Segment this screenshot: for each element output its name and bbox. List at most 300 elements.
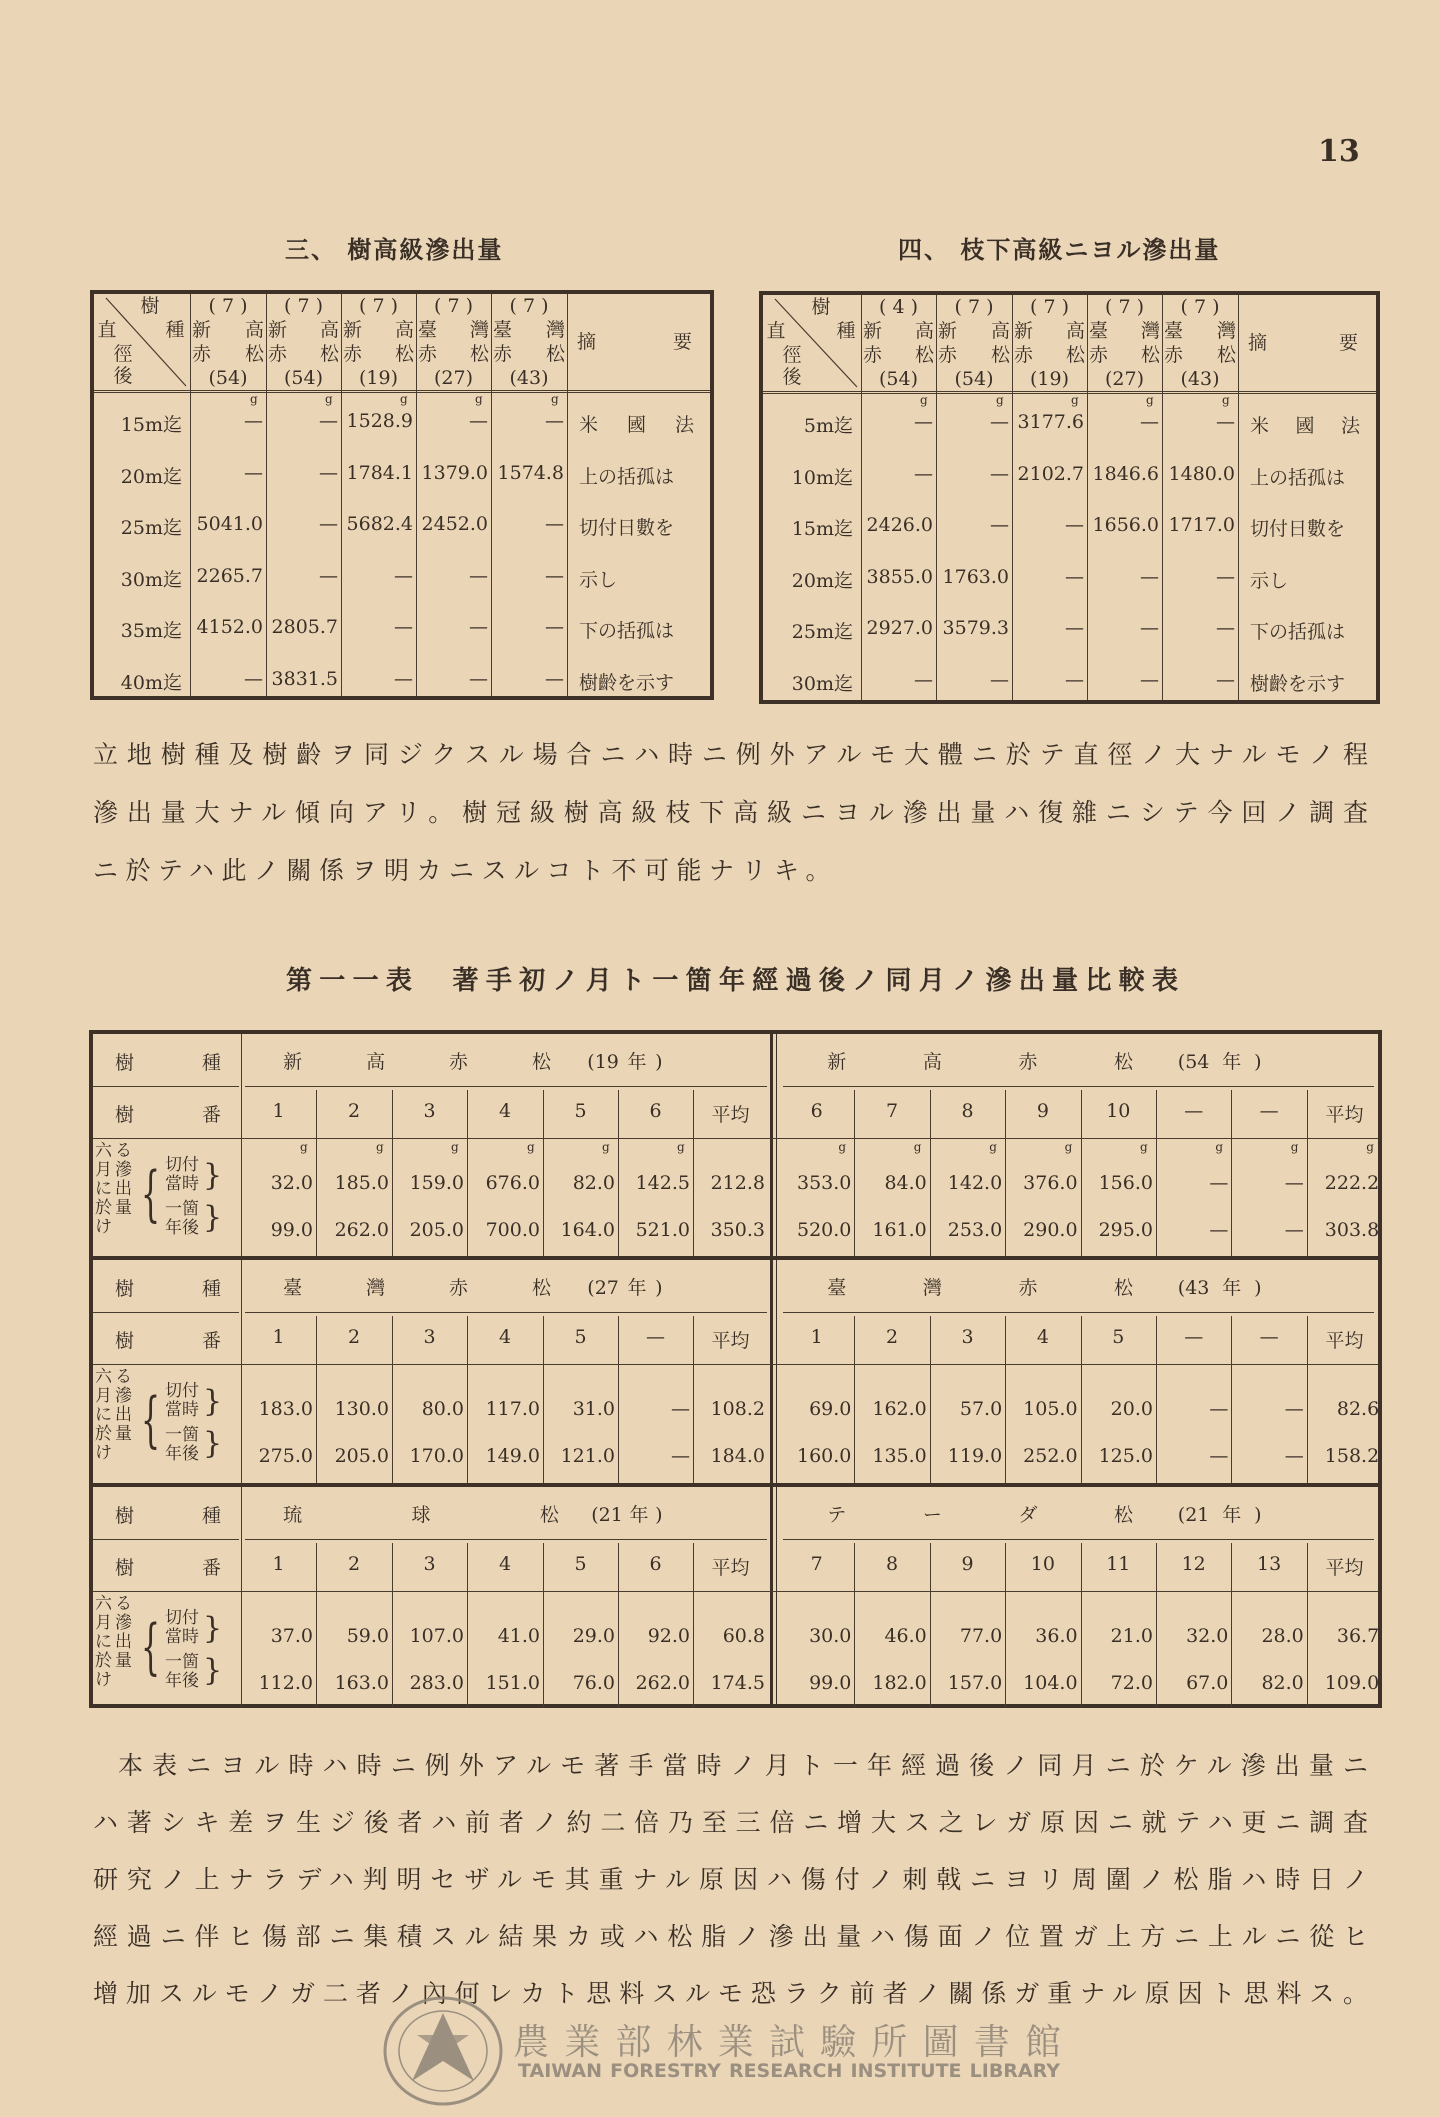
value-before: 37.0 (270, 1625, 313, 1647)
table-cell: 2805.7 (271, 616, 338, 638)
half-divider (770, 1487, 773, 1708)
column-header-days: ( 7 ) (359, 295, 398, 317)
value-before: 353.0 (796, 1172, 852, 1194)
library-name-zh: 農業部林業試驗所圖書館 (513, 2022, 1061, 2063)
table-cell: — (545, 564, 564, 587)
value-after: 184.0 (710, 1445, 765, 1467)
table-cell: 1717.0 (1168, 514, 1235, 536)
tree-number: 1 (272, 1326, 285, 1348)
paragraph-line: 經過ニ伴ヒ傷部ニ集積スル結果カ或ハ松脂ノ滲出量ハ傷面ノ位置ガ上方ニ上ルニ從ヒ (93, 1922, 1368, 1951)
table-cell: 2102.7 (1017, 462, 1084, 485)
value-after: 205.0 (334, 1445, 389, 1467)
tree-number: 1 (810, 1326, 823, 1348)
value-before: 28.0 (1261, 1625, 1304, 1647)
value-before: 60.8 (722, 1625, 765, 1647)
value-before: 32.0 (270, 1172, 313, 1194)
remark-text: 下の括孤は (1250, 621, 1346, 643)
unit-mark: g (325, 392, 333, 406)
tree-number: 2 (347, 1100, 361, 1122)
column-header-age: (27) (433, 367, 473, 389)
table-cell: — (469, 410, 488, 432)
value-before: — (671, 1398, 690, 1420)
column-header-days: ( 7 ) (1180, 296, 1220, 318)
brace-icon: { (141, 1612, 161, 1682)
side-label-2: る滲出量 (115, 1594, 132, 1671)
value-before: 31.0 (572, 1398, 615, 1420)
row-label-before: 切付 當時 (165, 1381, 199, 1420)
tree-number: 3 (423, 1100, 436, 1122)
value-after: 295.0 (1098, 1219, 1153, 1241)
tree-number: 2 (347, 1553, 361, 1575)
column-header-name-1: 新 高 (938, 320, 1010, 342)
column-header-age: (54) (208, 367, 248, 389)
tree-number: 11 (1106, 1553, 1131, 1575)
tree-number: 9 (1036, 1100, 1049, 1122)
value-before: 142.0 (947, 1172, 1003, 1194)
unit-mark: g (1071, 393, 1079, 407)
remarks-header: 摘 要 (1248, 332, 1358, 354)
tree-number: 10 (1030, 1553, 1055, 1575)
row-line (245, 1539, 767, 1540)
value-after: — (671, 1445, 690, 1467)
tree-number: 5 (574, 1553, 587, 1575)
value-before: 20.0 (1110, 1398, 1153, 1420)
table-cell: — (469, 616, 488, 638)
value-after: 170.0 (409, 1445, 464, 1467)
table-cell: — (545, 616, 564, 638)
column-header (491, 294, 567, 390)
corner-tree-label: 樹 (140, 295, 160, 317)
value-after: 121.0 (560, 1445, 615, 1467)
tree-number: 6 (810, 1100, 823, 1122)
value-before: 32.0 (1186, 1625, 1229, 1647)
table-cell: 2452.0 (421, 513, 488, 535)
column-header (1012, 295, 1087, 391)
row-label: 35m迄 (120, 620, 182, 642)
column-header-days: ( 7 ) (1030, 296, 1069, 318)
seal-emblem-icon (382, 1995, 504, 2107)
side-label-2: る滲出量 (115, 1367, 132, 1444)
row-line (93, 1086, 239, 1087)
column-header-days: ( 7 ) (434, 295, 473, 317)
value-before: 185.0 (334, 1172, 389, 1194)
tree-number: 3 (423, 1326, 436, 1348)
value-before: 159.0 (409, 1172, 464, 1194)
value-before: — (1209, 1172, 1229, 1194)
table-cell: — (990, 514, 1009, 536)
value-after: 119.0 (947, 1445, 1003, 1467)
unit-mark: g (913, 1140, 922, 1154)
unit-mark: g (376, 1140, 384, 1154)
value-after: 262.0 (635, 1672, 690, 1694)
value-after: 160.0 (796, 1445, 852, 1467)
table-cell: — (319, 410, 338, 432)
value-before: 212.8 (710, 1172, 765, 1194)
table-cell: — (244, 461, 263, 484)
table-cell: 1763.0 (942, 565, 1009, 588)
half-divider (770, 1260, 773, 1487)
column-header (936, 295, 1012, 391)
paragraph-line: ニ於テハ此ノ關係ヲ明カニスルコト不可能ナリキ。 (93, 856, 839, 885)
half-divider (776, 1260, 777, 1487)
value-after: 700.0 (485, 1219, 540, 1241)
row-line (93, 1364, 1378, 1365)
tree-number: 1 (272, 1553, 285, 1575)
column-header-name-2: 赤 松 (192, 343, 264, 365)
table-cell: — (1140, 617, 1159, 639)
value-before: 80.0 (421, 1398, 464, 1420)
tree-number: 4 (498, 1100, 512, 1122)
species-name: 新 高 赤 松 (19年) (283, 1051, 663, 1073)
row-line (93, 1539, 239, 1540)
remark-text: 樹齡を示す (1250, 672, 1346, 695)
value-after: 253.0 (947, 1219, 1003, 1241)
corner-diameter-2: 徑 (113, 343, 133, 365)
column-header-name-2: 赤 松 (863, 344, 934, 366)
unit-mark: g (1215, 1140, 1224, 1154)
half-divider (770, 1034, 773, 1256)
paragraph-line: ハ著シキ差ヲ生ジ後者ハ前者ノ約二倍乃至三倍ニ增大ス之レガ原因ニ就テハ更ニ調査 (93, 1808, 1368, 1837)
value-before: 59.0 (346, 1625, 389, 1647)
table-cell: 4152.0 (196, 616, 263, 638)
table-cell: 3855.0 (866, 565, 933, 588)
tree-number: 4 (1036, 1326, 1049, 1348)
row-label: 40m迄 (120, 671, 182, 694)
column-header-age: (54) (954, 368, 994, 390)
species-label: 樹 種 (115, 1505, 221, 1527)
species-label: 樹 種 (115, 1052, 221, 1074)
remark-text: 示し (579, 568, 618, 591)
row-line (93, 1138, 1378, 1139)
value-before: — (1284, 1398, 1304, 1420)
value-after: 205.0 (409, 1219, 464, 1241)
column-header-name-2: 赤 松 (418, 343, 489, 365)
row-label: 25m迄 (120, 517, 182, 539)
table-cell: — (914, 462, 933, 485)
species-name: 新 高 赤 松 (54年) (827, 1051, 1262, 1073)
tree-number: 平均 (1325, 1557, 1364, 1579)
row-label: 20m迄 (791, 569, 853, 592)
value-before: 29.0 (572, 1625, 615, 1647)
column-header (416, 294, 491, 390)
value-before: 117.0 (485, 1398, 540, 1420)
table-block (93, 1256, 1378, 1487)
value-before: 57.0 (959, 1398, 1003, 1420)
tree-number: 12 (1181, 1553, 1206, 1575)
tree-number: 3 (423, 1553, 436, 1575)
brace-icon: } (203, 1158, 223, 1193)
paragraph-line: 研究ノ上ナラデハ判明セザルモ其重ナル原因ハ傷付ノ刺戟ニヨリ周圍ノ松脂ハ時日ノ (93, 1865, 1368, 1894)
corner-diameter-1: 直 (766, 320, 786, 342)
row-line (783, 1086, 1374, 1087)
column-line (1238, 295, 1239, 700)
value-after: 157.0 (947, 1672, 1003, 1694)
row-label-after: 一箇 年後 (165, 1425, 199, 1464)
table-cell: — (990, 668, 1009, 691)
column-header-age: (43) (1180, 368, 1220, 390)
column-header-name-2: 赤 松 (1164, 344, 1236, 366)
column-header-days: ( 7 ) (954, 296, 994, 318)
value-before: 82.0 (572, 1172, 615, 1194)
library-seal-logo (382, 1995, 504, 2107)
unit-mark: g (1366, 1140, 1374, 1154)
tree-number: 7 (810, 1553, 823, 1575)
row-label: 15m迄 (791, 518, 853, 540)
value-after: — (1284, 1445, 1304, 1467)
value-after: 125.0 (1098, 1445, 1153, 1467)
unit-mark: g (1140, 1140, 1148, 1154)
table-cell: — (1065, 617, 1084, 639)
corner-diameter-3: 後 (782, 366, 802, 388)
column-header-name-2: 赤 松 (1089, 344, 1160, 366)
table-cell: 5682.4 (346, 513, 413, 535)
tree-number: — (1259, 1100, 1279, 1122)
value-after: 151.0 (485, 1672, 540, 1694)
value-before: 108.2 (710, 1398, 765, 1420)
table-3-height-class-exudation (90, 290, 714, 700)
paragraph-line: 本表ニヨル時ハ時ニ例外アルモ著手當時ノ月ト一年經過後ノ同月ニ於ケル滲出量ニ (118, 1751, 1368, 1780)
column-header-name-1: 新 高 (268, 319, 339, 341)
column-header (341, 294, 416, 390)
tree-number: — (646, 1326, 665, 1348)
table-cell: 3579.3 (942, 617, 1009, 639)
unit-mark: g (250, 392, 258, 406)
column-header-name-1: 臺 灣 (1089, 320, 1160, 342)
value-after: 112.0 (258, 1672, 313, 1694)
row-label-before: 切付 當時 (165, 1608, 199, 1647)
table-4-title: 四、 枝下高級ニヨル滲出量 (898, 235, 1221, 264)
tree-number: 5 (574, 1100, 587, 1122)
brace-icon: } (203, 1653, 223, 1688)
table-cell: — (914, 668, 933, 691)
tree-number: 6 (649, 1100, 662, 1122)
column-header-age: (54) (283, 367, 323, 389)
unit-mark: g (677, 1140, 685, 1154)
column-header (1087, 295, 1162, 391)
table-cell: — (1216, 617, 1235, 639)
table-cell: — (990, 462, 1009, 485)
remark-text: 上の括孤は (579, 465, 675, 488)
table-cell: — (394, 616, 413, 638)
table-cell: — (469, 564, 488, 587)
column-header-age: (43) (509, 367, 549, 389)
table-11-title: 第一一表 著手初ノ月ト一箇年經過後ノ同月ノ滲出量比較表 (286, 966, 1178, 996)
column-header-name-1: 新 高 (863, 320, 934, 342)
column-header-days: ( 7 ) (509, 295, 549, 317)
value-before: 105.0 (1023, 1398, 1078, 1420)
corner-species-label: 種 (165, 319, 185, 341)
value-before: 162.0 (872, 1398, 927, 1420)
value-after: 135.0 (872, 1445, 927, 1467)
tree-number: 5 (574, 1326, 587, 1348)
table-cell: — (244, 667, 263, 690)
table-cell: — (1065, 668, 1084, 691)
column-header-days: ( 7 ) (284, 295, 323, 317)
table-cell: 2265.7 (196, 564, 263, 587)
value-before: 92.0 (647, 1625, 690, 1647)
remark-text: 米 國 法 (579, 414, 694, 436)
column-header-days: ( 4 ) (879, 296, 918, 318)
table-cell: — (319, 513, 338, 535)
unit-mark: g (1064, 1140, 1073, 1154)
remark-text: 切付日數を (579, 517, 675, 539)
remark-text: 樹齡を示す (579, 671, 675, 694)
row-label: 10m迄 (791, 466, 853, 489)
tree-number: 平均 (711, 1557, 750, 1579)
value-after: 283.0 (409, 1672, 464, 1694)
value-before: 77.0 (959, 1625, 1003, 1647)
unit-mark: g (551, 392, 559, 406)
value-after: 82.0 (1261, 1672, 1304, 1694)
value-after: 158.2 (1324, 1445, 1380, 1467)
species-name: 臺 灣 赤 松 (27年) (283, 1277, 663, 1299)
brace-icon: } (203, 1426, 223, 1461)
corner-diameter-3: 後 (113, 365, 133, 387)
table-cell: 1528.9 (346, 410, 413, 432)
side-label-2: る滲出量 (115, 1141, 132, 1218)
corner-diameter-2: 徑 (782, 344, 802, 366)
value-before: 82.6 (1336, 1398, 1380, 1420)
tree-number: — (1184, 1326, 1204, 1348)
remark-text: 下の括孤は (579, 620, 675, 642)
value-before: 183.0 (258, 1398, 313, 1420)
species-name: 琉 球 松 (21年) (283, 1504, 663, 1526)
table-cell: — (1065, 514, 1084, 536)
unit-mark: g (989, 1140, 997, 1154)
paragraph-line: 增加スルモノガ二者ノ內何レカト思料スルモ恐ラク前者ノ關係ガ重ナル原因ト思料ス。 (93, 1979, 1368, 2008)
value-after: 72.0 (1110, 1672, 1153, 1694)
value-after: 290.0 (1023, 1219, 1078, 1241)
column-header (1162, 295, 1238, 391)
row-line (93, 1312, 239, 1313)
value-before: 41.0 (497, 1625, 540, 1647)
value-after: 164.0 (560, 1219, 615, 1241)
table-cell: — (394, 564, 413, 587)
table-cell: — (319, 461, 338, 484)
value-after: 99.0 (270, 1219, 313, 1241)
row-label-before: 切付 當時 (165, 1155, 199, 1194)
unit-mark: g (527, 1140, 535, 1154)
value-before: 130.0 (334, 1398, 389, 1420)
brace-icon: } (203, 1384, 223, 1419)
value-after: 252.0 (1023, 1445, 1078, 1467)
paragraph-line: 滲出量大ナル傾向アリ。樹冠級樹高級枝下高級ニヨル滲出量ハ復雜ニシテ今回ノ調査 (93, 798, 1368, 827)
corner-diameter-1: 直 (97, 319, 117, 341)
tree-number: 8 (886, 1553, 899, 1575)
table-cell: — (545, 667, 564, 690)
value-after: 76.0 (572, 1672, 615, 1694)
row-line (783, 1539, 1374, 1540)
value-after: 350.3 (710, 1219, 765, 1241)
tree-number-label: 樹 番 (115, 1557, 221, 1579)
remark-text: 上の括孤は (1250, 466, 1346, 489)
unit-mark: g (475, 392, 483, 406)
side-label-1: 六月に於け (95, 1141, 112, 1237)
row-label: 30m迄 (120, 568, 182, 591)
brace-icon: } (203, 1200, 223, 1235)
table-cell: — (545, 410, 564, 432)
column-header-age: (27) (1104, 368, 1144, 390)
column-header-name-1: 新 高 (343, 319, 414, 341)
tree-number: 8 (961, 1100, 974, 1122)
unit-mark: g (1290, 1140, 1299, 1154)
table-4-branch-height-exudation (759, 291, 1380, 704)
value-after: 67.0 (1186, 1672, 1229, 1694)
tree-number: — (1259, 1326, 1279, 1348)
table-cell: — (394, 667, 413, 690)
table-cell: 5041.0 (196, 513, 263, 535)
value-after: 161.0 (872, 1219, 927, 1241)
column-header-name-2: 赤 松 (1014, 344, 1085, 366)
table-block (93, 1034, 1378, 1256)
column-header-days: ( 7 ) (208, 295, 248, 317)
row-label: 20m迄 (120, 465, 182, 488)
tree-number: 平均 (1325, 1104, 1364, 1126)
table-cell: — (1216, 411, 1235, 433)
column-header-name-2: 赤 松 (493, 343, 565, 365)
table-cell: — (1140, 668, 1159, 691)
tree-number: 2 (347, 1326, 361, 1348)
table-cell: 2426.0 (866, 514, 933, 536)
tree-number: 7 (886, 1100, 899, 1122)
column-header-name-1: 臺 灣 (493, 319, 565, 341)
column-header-name-1: 臺 灣 (1164, 320, 1236, 342)
value-after: 104.0 (1023, 1672, 1078, 1694)
column-header-name-2: 赤 松 (938, 344, 1010, 366)
tree-number: 6 (649, 1553, 662, 1575)
column-header-name-1: 臺 灣 (418, 319, 489, 341)
column-header-age: (19) (358, 367, 398, 389)
unit-mark: g (996, 393, 1004, 407)
row-line (245, 1312, 767, 1313)
value-after: 262.0 (334, 1219, 389, 1241)
tree-number-label: 樹 番 (115, 1330, 221, 1352)
row-line (783, 1312, 1374, 1313)
column-header (266, 294, 341, 390)
table-cell: — (319, 564, 338, 587)
unit-mark: g (602, 1140, 610, 1154)
unit-mark: g (920, 393, 928, 407)
table-cell: — (1065, 565, 1084, 588)
value-after: 275.0 (258, 1445, 313, 1467)
side-label-1: 六月に於け (95, 1594, 112, 1690)
value-after: 174.5 (710, 1672, 765, 1694)
table-cell: — (469, 667, 488, 690)
value-after: 149.0 (485, 1445, 540, 1467)
table-cell: 1846.6 (1092, 462, 1159, 485)
tree-number: 2 (886, 1326, 899, 1348)
value-before: — (1284, 1172, 1304, 1194)
row-label: 30m迄 (791, 672, 853, 695)
table-cell: — (990, 411, 1009, 433)
table-block (93, 1483, 1378, 1708)
page-number: 13 (1318, 134, 1360, 169)
table-cell: 3831.5 (271, 667, 338, 690)
row-label: 5m迄 (803, 415, 853, 437)
remark-text: 示し (1250, 569, 1289, 592)
brace-icon: } (203, 1611, 223, 1646)
value-before: — (1209, 1398, 1229, 1420)
unit-mark: g (451, 1140, 459, 1154)
unit-mark: g (1222, 393, 1230, 407)
table-3-title: 三、 樹高級滲出量 (285, 235, 504, 264)
value-before: 36.0 (1035, 1625, 1078, 1647)
value-after: 99.0 (809, 1672, 852, 1694)
species-label: 樹 種 (115, 1278, 221, 1300)
value-before: 21.0 (1110, 1625, 1153, 1647)
value-after: — (1209, 1219, 1229, 1241)
value-after: — (1284, 1219, 1304, 1241)
